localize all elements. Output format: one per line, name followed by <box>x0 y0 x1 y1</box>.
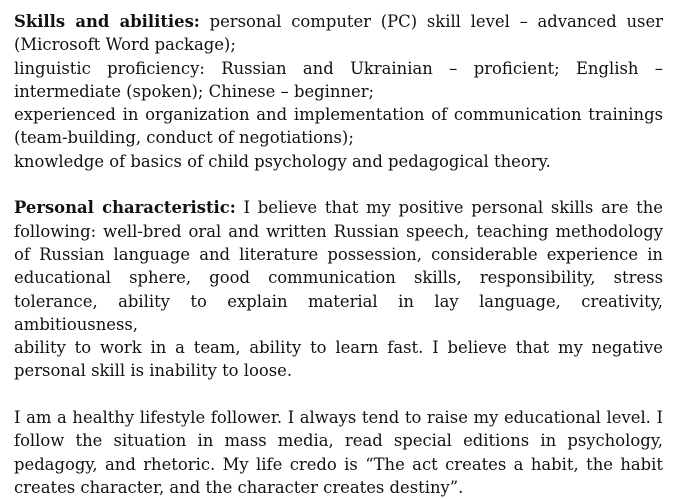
skills-label: Skills and abilities: <box>14 12 200 31</box>
paragraph-gap <box>14 173 663 196</box>
personal-line-3: of Russian language and literature possession, considerable experience in <box>14 244 663 264</box>
skills-line-4: intermediate (spoken); Chinese – beginner; <box>14 81 375 101</box>
skills-line-3: linguistic proficiency: Russian and Ukrainian – proficient; English – <box>14 58 663 78</box>
skills-line-2: (Microsoft Word package); <box>14 35 236 55</box>
skills-line-7: knowledge of basics of child psychology and pedagogical theory. <box>14 151 551 171</box>
lifestyle-line-3: pedagogy, and rhetoric. My life credo is “The act creates a habit, the habit <box>14 454 663 474</box>
lifestyle-paragraph <box>14 406 663 499</box>
skills-line-1-text: personal computer (PC) skill level – advanced user <box>199 12 663 31</box>
personal-line-1-text: I believe that my positive personal skills are the <box>235 198 663 218</box>
personal-label: Personal characteristic: <box>14 198 236 218</box>
paragraph-gap <box>14 383 663 406</box>
personal-line-1 <box>14 196 663 219</box>
skills-paragraph <box>14 10 663 173</box>
lifestyle-line-2: follow the situation in mass media, read special editions in psychology, <box>14 431 663 451</box>
personal-line-7: personal skill is inability to loose. <box>14 361 293 381</box>
lifestyle-line-1: I am a healthy lifestyle follower. I always tend to raise my educational level. I <box>14 408 663 428</box>
skills-line-1 <box>14 10 663 33</box>
personal-paragraph <box>14 196 663 382</box>
personal-line-5: tolerance, ability to explain material in lay language, creativity, ambitiousness, <box>14 291 663 334</box>
personal-line-2: following: well-bred oral and written Russian speech, teaching methodology <box>14 221 663 241</box>
lifestyle-line-4: creates character, and the character creates destiny”. <box>14 477 464 497</box>
personal-line-4: educational sphere, good communication skills, responsibility, stress <box>14 268 663 288</box>
personal-line-6: ability to work in a team, ability to learn fast. I believe that my negative <box>14 338 663 358</box>
skills-line-6: (team-building, conduct of negotiations); <box>14 128 354 148</box>
skills-line-5: experienced in organization and implementation of communication trainings <box>14 105 663 125</box>
